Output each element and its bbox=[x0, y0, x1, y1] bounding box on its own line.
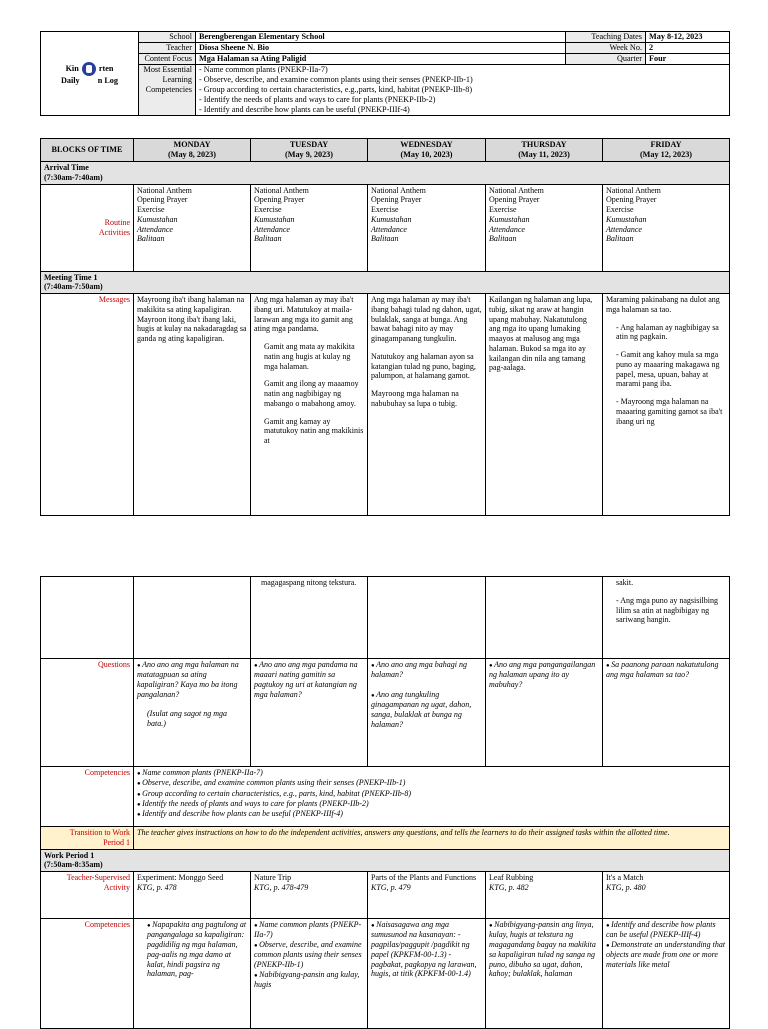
mel-item: - Group according to certain characteristics, e.g.,parts, kind, habitat (PNEKP-IIb-8) bbox=[199, 85, 473, 94]
routine-tuesday bbox=[251, 184, 368, 271]
focus-label: Content Focus bbox=[139, 54, 196, 65]
routine-item: Balitaan bbox=[606, 234, 634, 244]
work-competencies-row bbox=[41, 919, 730, 1029]
col-wednesday: WEDNESDAY (May 10, 2023) bbox=[368, 139, 486, 162]
messages-friday-cont: sakit. - Ang mga puno ay nagsisilbing lilim sa atin at nagbibigay ng sariwang hangin. bbox=[603, 577, 730, 659]
message-item: - Gamit ang kahoy mula sa mga puno ay maaaring makagawa ng papel, mesa, upuan, bahay at marami pang iba. bbox=[616, 350, 720, 389]
schedule-table bbox=[40, 138, 730, 516]
routine-item: Kumustahan bbox=[254, 214, 295, 224]
log-title: Kin rten Daily n Log bbox=[41, 32, 139, 116]
transition-label: Transition to Work Period 1 bbox=[41, 827, 134, 850]
routine-row bbox=[41, 184, 730, 271]
work-comp-tuesday: ● Name common plants (PNEKP-IIa-7) ● Observe, describe, and examine common plants using their senses (PNEKP-IIb-1) ● Nabibigyang-pansin ang kulay, hugis bbox=[251, 919, 368, 1029]
tsa-row bbox=[41, 872, 730, 919]
routine-item: Opening Prayer bbox=[489, 195, 540, 205]
col-thursday: THURSDAY (May 11, 2023) bbox=[486, 139, 603, 162]
messages-row bbox=[41, 294, 730, 516]
message-item: - Mayroong mga halaman na maaaring gamiting gamot sa iba't ibang uri ng bbox=[616, 397, 723, 426]
message-item: - Ang halaman ay nagbibigay sa atin ng pagkain. bbox=[616, 322, 719, 342]
work-comp-monday: ● Napapakita ang pagtulong at pangangalaga sa kapaligiran: pagdidilig ng mga halaman, pag-aalis ng mga damo at kalat, hindi pagsira ng halaman, pag- bbox=[134, 919, 251, 1029]
routine-friday bbox=[603, 184, 730, 271]
routine-item: Attendance bbox=[254, 224, 290, 234]
week-label: Week No. bbox=[566, 43, 646, 54]
work-competencies-label: Competencies bbox=[41, 919, 134, 1029]
transition-text: The teacher gives instructions on how to do the independent activities, answers any questions, and tells the learners to do their assigned tasks within the allotted time. bbox=[134, 827, 730, 850]
routine-item: Attendance bbox=[371, 224, 407, 234]
routine-item: Opening Prayer bbox=[606, 195, 657, 205]
mel-label: Most Essential Learning Competencies bbox=[139, 65, 196, 116]
mel-list bbox=[196, 65, 730, 116]
routine-item: Kumustahan bbox=[137, 214, 178, 224]
mel-item: - Name common plants (PNEKP-IIa-7) bbox=[199, 65, 328, 74]
message-item: Gamit ang mata ay makikita natin ang hugis at kulay ng mga halaman. bbox=[264, 342, 355, 371]
col-tuesday: TUESDAY (May 9, 2023) bbox=[251, 139, 368, 162]
work-comp-thursday: ● Nabibigyang-pansin ang linya, kulay, hugis at tekstura ng magagandang bagay na makikita sa kapaligiran tulad ng sanga ng puno, dibuho sa ugat, dahon, kahoy; bulaklak, halaman bbox=[486, 919, 603, 1029]
school-label: School bbox=[139, 32, 196, 43]
mel-item: - Identify and describe how plants can be useful (PNEKP-IIIf-4) bbox=[199, 105, 410, 114]
questions-label: Questions bbox=[41, 659, 134, 767]
quarter-value: Four bbox=[646, 54, 730, 65]
work-period-row: Work Period 1 (7:50am-8:35am) bbox=[41, 849, 730, 872]
routine-item: National Anthem bbox=[489, 185, 544, 195]
tsa-tuesday: Nature Trip KTG, p. 478-479 bbox=[251, 872, 368, 919]
competency-item: ● Identify and describe how plants can be useful (PNEKP-IIIf-4) bbox=[137, 809, 726, 819]
dates-value: May 8-12, 2023 bbox=[646, 32, 730, 43]
competencies-label: Competencies bbox=[41, 767, 134, 827]
week-value: 2 bbox=[646, 43, 730, 54]
competencies-row bbox=[41, 767, 730, 827]
message-item: Gamit ang ilong ay maaamoy natin ang nagbibigay ng mabango o mabahong amoy. bbox=[264, 379, 359, 408]
deped-seal-icon bbox=[82, 62, 96, 76]
routine-item: National Anthem bbox=[137, 185, 192, 195]
messages-friday: Maraming pakinabang na dulot ang mga halaman sa tao. - Ang halaman ay nagbibigay sa atin ng pagkain. - Gamit ang kahoy mula sa mga puno ay maaaring makagawa ng papel, mesa, upuan, bahay at marami pang iba. - Mayroong mga halaman na maaaring gamiting gamot sa iba't ibang uri ng bbox=[603, 294, 730, 516]
routine-item: Attendance bbox=[606, 224, 642, 234]
routine-item: Balitaan bbox=[137, 234, 165, 244]
routine-wednesday bbox=[368, 184, 486, 271]
routine-item: National Anthem bbox=[371, 185, 426, 195]
work-comp-friday: ● Identify and describe how plants can be useful (PNEKP-IIIf-4) ● Demonstrate an understanding that objects are made from one or more materials like metal bbox=[603, 919, 730, 1029]
quarter-label: Quarter bbox=[566, 54, 646, 65]
col-blocks: BLOCKS OF TIME bbox=[41, 139, 134, 162]
routine-item: National Anthem bbox=[254, 185, 309, 195]
dates-label: Teaching Dates bbox=[566, 32, 646, 43]
routine-item: Opening Prayer bbox=[137, 195, 188, 205]
routine-item: Balitaan bbox=[489, 234, 517, 244]
transition-row bbox=[41, 827, 730, 850]
routine-label: Routine Activities bbox=[41, 184, 134, 271]
routine-monday bbox=[134, 184, 251, 271]
col-friday: FRIDAY (May 12, 2023) bbox=[603, 139, 730, 162]
routine-item: Exercise bbox=[606, 205, 634, 214]
teacher-value: Diosa Sheene N. Bio bbox=[196, 43, 566, 54]
tsa-monday: Experiment: Monggo Seed KTG, p. 478 bbox=[134, 872, 251, 919]
routine-item: Attendance bbox=[137, 224, 173, 234]
routine-item: Exercise bbox=[489, 205, 517, 214]
routine-item: Opening Prayer bbox=[254, 195, 305, 205]
routine-item: Kumustahan bbox=[489, 214, 530, 224]
routine-item: Exercise bbox=[254, 205, 282, 214]
competency-item: ● Name common plants (PNEKP-IIa-7) bbox=[137, 768, 726, 778]
messages-label: Messages bbox=[41, 294, 134, 516]
routine-item: Balitaan bbox=[254, 234, 282, 244]
tsa-friday: It's a Match KTG, p. 480 bbox=[603, 872, 730, 919]
tsa-thursday: Leaf Rubbing KTG, p. 482 bbox=[486, 872, 603, 919]
routine-item: Exercise bbox=[137, 205, 165, 214]
messages-monday: Mayroong iba't ibang halaman na makikita sa ating kapaligiran. Mayroon itong iba't ibang laki, hugis at kulay na nakadaragdag sa ganda ng ating kapaligiran. bbox=[134, 294, 251, 516]
competency-item: ● Identify the needs of plants and ways to care for plants (PNEKP-IIb-2) bbox=[137, 799, 726, 809]
teacher-label: Teacher bbox=[139, 43, 196, 54]
routine-item: Attendance bbox=[489, 224, 525, 234]
routine-item: National Anthem bbox=[606, 185, 661, 195]
questions-wednesday: ● Ano ano ang mga bahagi ng halaman? ● Ano ang tungkuling ginagampanan ng ugat, dahon, sanga, bulaklak at bunga ng halaman? bbox=[368, 659, 486, 767]
header-table bbox=[40, 31, 730, 116]
routine-item: Balitaan bbox=[371, 234, 399, 244]
questions-thursday: ● Ano ang mga pangangailangan ng halaman upang ito ay mabuhay? bbox=[486, 659, 603, 767]
competency-item: ● Group according to certain characteristics, e.g., parts, kind, habitat (PNEKP-IIb-8) bbox=[137, 789, 726, 799]
messages-thursday: Kailangan ng halaman ang lupa, tubig, sikat ng araw at hangin upang mabuhay. Nakatutulong ang mga ito upang lumaking maayos at malusog ang mga halaman. Bukod sa mga ito ay kailangan din nila ang tamang pag-aalaga. bbox=[486, 294, 603, 516]
messages-tuesday-cont: magagaspang nitong tekstura. bbox=[251, 577, 368, 659]
focus-value: Mga Halaman sa Ating Paligid bbox=[196, 54, 566, 65]
tsa-wednesday: Parts of the Plants and Functions KTG, p. 479 bbox=[368, 872, 486, 919]
mel-item: - Observe, describe, and examine common plants using their senses (PNEKP-IIb-1) bbox=[199, 75, 473, 84]
routine-item: Kumustahan bbox=[606, 214, 647, 224]
school-value: Berengberengan Elementary School bbox=[196, 32, 566, 43]
schedule-table-continued bbox=[40, 576, 730, 1029]
competencies-list bbox=[134, 767, 730, 827]
col-monday: MONDAY (May 8, 2023) bbox=[134, 139, 251, 162]
routine-thursday bbox=[486, 184, 603, 271]
questions-friday: ● Sa paanong paraan nakatutulong ang mga halaman sa tao? bbox=[603, 659, 730, 767]
routine-item: Opening Prayer bbox=[371, 195, 422, 205]
tsa-label: Teacher-Supervised Activity bbox=[41, 872, 134, 919]
competency-item: ● Observe, describe, and examine common plants using their senses (PNEKP-IIb-1) bbox=[137, 778, 726, 788]
questions-tuesday: ● Ano ano ang mga pandama na maaari nating gamitin sa pagtukoy ng uri at katangian ng mga halaman? bbox=[251, 659, 368, 767]
messages-tuesday: Ang mga halaman ay may iba't ibang uri. Matutukoy at maila-larawan ang mga ito gamit ang ating mga pandama. Gamit ang mata ay makikita natin ang hugis at kulay ng mga halaman. Gamit ang ilong ay maaamoy natin ang nagbibigay ng mabango o mabahong amoy. Gamit ang kamay ay matutukoy natin ang makikinis at bbox=[251, 294, 368, 516]
arrival-time-row: Arrival Time (7:30am-7:40am) bbox=[41, 162, 730, 185]
messages-wednesday: Ang mga halaman ay may iba't ibang bahagi tulad ng dahon, ugat, bulaklak, sanga at bunga. Ang bawat bahagi nito ay may ginagampanang tungkulin. Natutukoy ang halaman ayon sa katangian tulad ng puno, baging, palumpon, at halamang gamot. Mayroong mga halaman na nabubuhay sa lupa o tubig. bbox=[368, 294, 486, 516]
routine-item: Kumustahan bbox=[371, 214, 412, 224]
mel-item: - Identify the needs of plants and ways to care for plants (PNEKP-IIb-2) bbox=[199, 95, 436, 104]
questions-monday: ● Ano ano ang mga halaman na matatagpuan sa ating kapaligiran? Kaya mo ba itong pangalanan? (Isulat ang sagot ng mga bata.) bbox=[134, 659, 251, 767]
meeting-time-row: Meeting Time 1 (7:40am-7:50am) bbox=[41, 271, 730, 294]
routine-item: Exercise bbox=[371, 205, 399, 214]
work-comp-wednesday: ● Naisasagawa ang mga sumusunod na kasanayan: -pagpilas/paggupit /pagdikit ng papel (KPKFM-00-1.3) -pagbakat, pagkopya ng larawan, hugis, at titik (KPKFM-00-1.4) bbox=[368, 919, 486, 1029]
message-item: Gamit ang kamay ay matutukoy natin ang makikinis at bbox=[264, 416, 364, 445]
messages-row-continued bbox=[41, 577, 730, 659]
questions-row bbox=[41, 659, 730, 767]
